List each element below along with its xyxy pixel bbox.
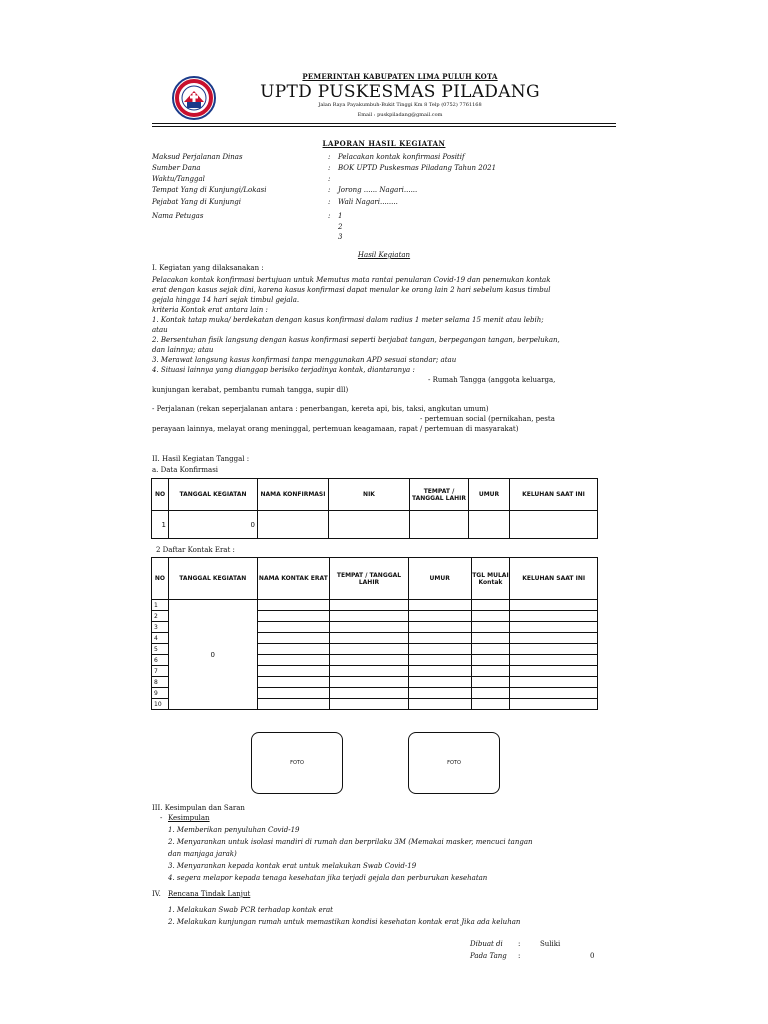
header-email: Email : puskpiladang@gmail.com xyxy=(357,112,443,118)
section1-line: erat dengan kasus sejak dini, karena kasus konfirmasi dapat menular ke orang lain 2 hari sebelum kasus timbul xyxy=(152,286,551,294)
cell-no: 6 xyxy=(152,655,169,666)
cell-nama xyxy=(258,511,329,539)
kesimpulan-item: 2. Menyarankan untuk isolasi mandiri di rumah dan berprilaku 3M (Memakai masker, mencuci tangan xyxy=(168,838,533,846)
section1-line: gejala hingga 14 hari sejak timbul gejala. xyxy=(152,296,300,304)
meta-colon: : xyxy=(328,175,331,183)
section1-line: atau xyxy=(152,326,168,334)
column-header: KELUHAN SAAT INI xyxy=(510,558,598,600)
column-header: UMUR xyxy=(469,479,510,511)
document-page: PEMERINTAH KABUPATEN LIMA PULUH KOTA UPTD PUSKESMAS PILADANG Jalan Raya Payakumbuh-Bukit Tinggi Km 8 Telp (0752) 7761168 Email : puskpiladang@gmail.com LAPORAN HASIL KEGIATAN Maksud Perjalanan Dinas : Pelacakan kontak konfirmasi Positif Sumber Dana : BOK UPTD Puskesmas Piladang Tahun 2021 Waktu/Tanggal : Tempat Yang di Kunjungi/Lokasi : Jorong ...... Nagari...... Pejabat Yang di Kunjungi : Wali Nagari........ Nama Petugas : 1 2 3 Hasil Kegiatan I. Kegiatan yang dilaksanakan : Pelacakan kontak konfirmasi bertujuan untuk Memutus mata rantai penularan Covid-19 dan penemukan kontak erat dengan kasus sejak dini, karena kasus konfirmasi dapat menular ke orang lain 2 hari sebelum kasus timbul gejala hingga 14 hari sejak timbul gejala. kriteria Kontak erat antara lain : 1. Kontak tatap muka/ berdekatan dengan kasus konfirmasi dalam radius 1 meter selama 15 menit atau lebih; atau 2. Bersentuhan fisik langsung dengan kasus konfirmasi seperti berjabat tangan, berpegangan tangan, berpelukan, dan lainnya; atau 3. Merawat langsung kasus konfirmasi tanpa menggunakan APD sesuai standar; atau 4. Situasi lainnya yang dianggap berisiko terjadinya kontak, diantaranya : - Rumah Tangga (anggota keluarga, kunjungan kerabat, pembantu rumah tangga, supir dll) - Perjalanan (rekan seperjalanan antara : penerbangan, kereta api, bis, taksi, angkutan umum) - pertemuan social (pernikahan, pesta perayaan lainnya, melayat orang meninggal, pertemuan keagamaan, rapat / pertemuan di masyarakat) II. Hasil Kegiatan Tanggal : a. Data Konfirmasi NO TANGGAL KEGIATAN NAMA KONFIRMASI NIK TEMPAT / TANGGAL LAHIR UMUR KELUHAN SAAT INI 1 0 2 Daftar Kontak Erat : NO TANGGAL KEGIATAN NAMA KONTAK ERAT TEMPAT / TANGGAL LAHIR UMUR TGL MULAI Kontak KELUHAN SAAT INI 1 0 2 3 4 5 6 7 8 9 10 FOTO FOTO III. Kesimpulan dan Saran - Kesimpulan 1. Memberikan penyuluhan Covid-19 2. Menyarankan untuk isolasi mandiri di rumah dan berprilaku 3M (Memakai masker, mencuci tangan dan manjaga jarak) 3. Menyarankan kepada kontak erat untuk melakukan Swab Covid-19 4. segera melapor kepada tenaga kesehatan jika terjadi gejala dan perburukan kesehatan IV. Rencana Tindak Lanjut 1. Melakukan Swab PCR terhadap kontak erat 2. Melakukan kunjungan rumah untuk memastikan kondisi kesehatan kontak erat Jika ada keluhan Dibuat di : Suliki Pada Tang : 0 xyxy=(0,0,768,1024)
kesimpulan-item: 3. Menyarankan kepada kontak erat untuk melakukan Swab Covid-19 xyxy=(168,862,417,870)
data-konfirmasi-label: a. Data Konfirmasi xyxy=(152,466,219,474)
header-rule-thin xyxy=(152,126,616,127)
cell-no: 4 xyxy=(152,633,169,644)
konfirmasi-table xyxy=(151,478,598,539)
section1-perjalanan: - Perjalanan (rekan seperjalanan antara : penerbangan, kereta api, bis, taksi, angkutan umum) xyxy=(152,405,489,413)
section1-line: 3. Merawat langsung kasus konfirmasi tanpa menggunakan APD sesuai standar; atau xyxy=(152,356,457,364)
column-header: NAMA KONFIRMASI xyxy=(258,479,329,511)
pada-colon: : xyxy=(518,952,521,960)
puskesmas-logo-icon xyxy=(172,76,216,120)
cell-no: 1 xyxy=(152,600,169,611)
section1-line: 2. Bersentuhan fisik langsung dengan kasus konfirmasi seperti berjabat tangan, berpegangan tangan, berpelukan, xyxy=(152,336,560,344)
column-header: UMUR xyxy=(408,558,471,600)
cell-nik xyxy=(329,511,410,539)
section1-pertemuan: - pertemuan social (pernikahan, pesta xyxy=(420,415,555,423)
tindak-lanjut-item: 1. Melakukan Swab PCR terhadap kontak erat xyxy=(168,906,333,914)
cell-ttl xyxy=(410,511,469,539)
kesimpulan-item: 1. Memberikan penyuluhan Covid-19 xyxy=(168,826,300,834)
meta-colon: : xyxy=(328,198,331,206)
section1-line: dan lainnya; atau xyxy=(152,346,214,354)
meta-label: Pejabat Yang di Kunjungi xyxy=(152,198,241,206)
dibuat-colon: : xyxy=(518,940,521,948)
cell-keluhan xyxy=(510,511,598,539)
photo-placeholder: FOTO xyxy=(408,732,500,794)
daftar-kontak-label: 2 Daftar Kontak Erat : xyxy=(156,546,235,554)
report-title: LAPORAN HASIL KEGIATAN xyxy=(322,139,446,148)
cell-no: 5 xyxy=(152,644,169,655)
column-header: KELUHAN SAAT INI xyxy=(510,479,598,511)
column-header: NAMA KONTAK ERAT xyxy=(257,558,330,600)
section1-line: 4. Situasi lainnya yang dianggap berisiko terjadinya kontak, diantaranya : xyxy=(152,366,415,374)
cell-tanggal: 0 xyxy=(168,600,257,710)
column-header: TEMPAT / TANGGAL LAHIR xyxy=(330,558,409,600)
section1-kunjungan: kunjungan kerabat, pembantu rumah tangga, supir dll) xyxy=(152,386,349,394)
meta-colon: : xyxy=(328,164,331,172)
column-header: NO xyxy=(152,558,169,600)
column-header: TANGGAL KEGIATAN xyxy=(169,479,258,511)
section3-heading: III. Kesimpulan dan Saran xyxy=(152,804,245,812)
section4-heading: Rencana Tindak Lanjut xyxy=(168,890,251,898)
table-header-row xyxy=(152,479,598,511)
kesimpulan-item: 4. segera melapor kepada tenaga kesehatan jika terjadi gejala dan perburukan kesehatan xyxy=(168,874,488,882)
kontak-erat-table xyxy=(151,557,598,710)
meta-value: Pelacakan kontak konfirmasi Positif xyxy=(338,153,465,161)
column-header: TGL MULAI Kontak xyxy=(471,558,510,600)
column-header: NIK xyxy=(329,479,410,511)
meta-colon: : xyxy=(328,212,331,220)
header-rule-thick xyxy=(152,123,616,124)
cell-no: 3 xyxy=(152,622,169,633)
tindak-lanjut-item: 2. Melakukan kunjungan rumah untuk memastikan kondisi kesehatan kontak erat Jika ada keluhan xyxy=(168,918,521,926)
meta-value: Wali Nagari........ xyxy=(338,198,398,206)
meta-label: Maksud Perjalanan Dinas xyxy=(152,153,243,161)
column-header: TANGGAL KEGIATAN xyxy=(168,558,257,600)
photo-placeholder: FOTO xyxy=(251,732,343,794)
section1-heading: I. Kegiatan yang dilaksanakan : xyxy=(152,264,264,272)
section1-perayaan: perayaan lainnya, melayat orang meninggal, pertemuan keagamaan, rapat / pertemuan di masyarakat) xyxy=(152,425,519,433)
section1-line: Pelacakan kontak konfirmasi bertujuan untuk Memutus mata rantai penularan Covid-19 dan penemukan kontak xyxy=(152,276,551,284)
header-address: Jalan Raya Payakumbuh-Bukit Tinggi Km 8 Telp (0752) 7761168 xyxy=(318,102,482,108)
section2-heading: II. Hasil Kegiatan Tanggal : xyxy=(152,455,250,463)
meta-label: Tempat Yang di Kunjungi/Lokasi xyxy=(152,186,267,194)
cell-no: 8 xyxy=(152,677,169,688)
section4-number: IV. xyxy=(152,890,161,898)
pada-label: Pada Tang xyxy=(470,952,507,960)
section1-line: 1. Kontak tatap muka/ berdekatan dengan kasus konfirmasi dalam radius 1 meter selama 15 menit atau lebih; xyxy=(152,316,544,324)
meta-colon: : xyxy=(328,186,331,194)
table-header-row xyxy=(152,558,598,600)
cell-tanggal: 0 xyxy=(169,511,258,539)
meta-colon: : xyxy=(328,153,331,161)
dibuat-value: Suliki xyxy=(540,940,561,948)
hasil-kegiatan-title: Hasil Kegiatan xyxy=(357,251,411,259)
meta-value: 1 xyxy=(338,212,343,220)
cell-umur xyxy=(469,511,510,539)
kesimpulan-dash: - xyxy=(160,814,163,822)
column-header: TEMPAT / TANGGAL LAHIR xyxy=(410,479,469,511)
table-row xyxy=(152,600,598,611)
meta-value: BOK UPTD Puskesmas Piladang Tahun 2021 xyxy=(338,164,497,172)
kesimpulan-label: Kesimpulan xyxy=(168,814,210,822)
meta-label: Nama Petugas xyxy=(152,212,204,220)
pada-value: 0 xyxy=(590,952,595,960)
cell-no: 10 xyxy=(152,699,169,710)
meta-label: Waktu/Tanggal xyxy=(152,175,205,183)
kesimpulan-item: dan manjaga jarak) xyxy=(168,850,237,858)
header-institution: UPTD PUSKESMAS PILADANG xyxy=(260,82,540,102)
cell-no: 2 xyxy=(152,611,169,622)
header-government: PEMERINTAH KABUPATEN LIMA PULUH KOTA xyxy=(302,72,498,81)
cell-no: 9 xyxy=(152,688,169,699)
dibuat-label: Dibuat di xyxy=(470,940,503,948)
section1-rumah-tangga: - Rumah Tangga (anggota keluarga, xyxy=(428,376,556,384)
meta-value: Jorong ...... Nagari...... xyxy=(338,186,418,194)
column-header: NO xyxy=(152,479,169,511)
section1-line: kriteria Kontak erat antara lain : xyxy=(152,306,268,314)
table-row xyxy=(152,511,598,539)
cell-no: 7 xyxy=(152,666,169,677)
meta-label: Sumber Dana xyxy=(152,164,201,172)
cell-no: 1 xyxy=(152,511,169,539)
